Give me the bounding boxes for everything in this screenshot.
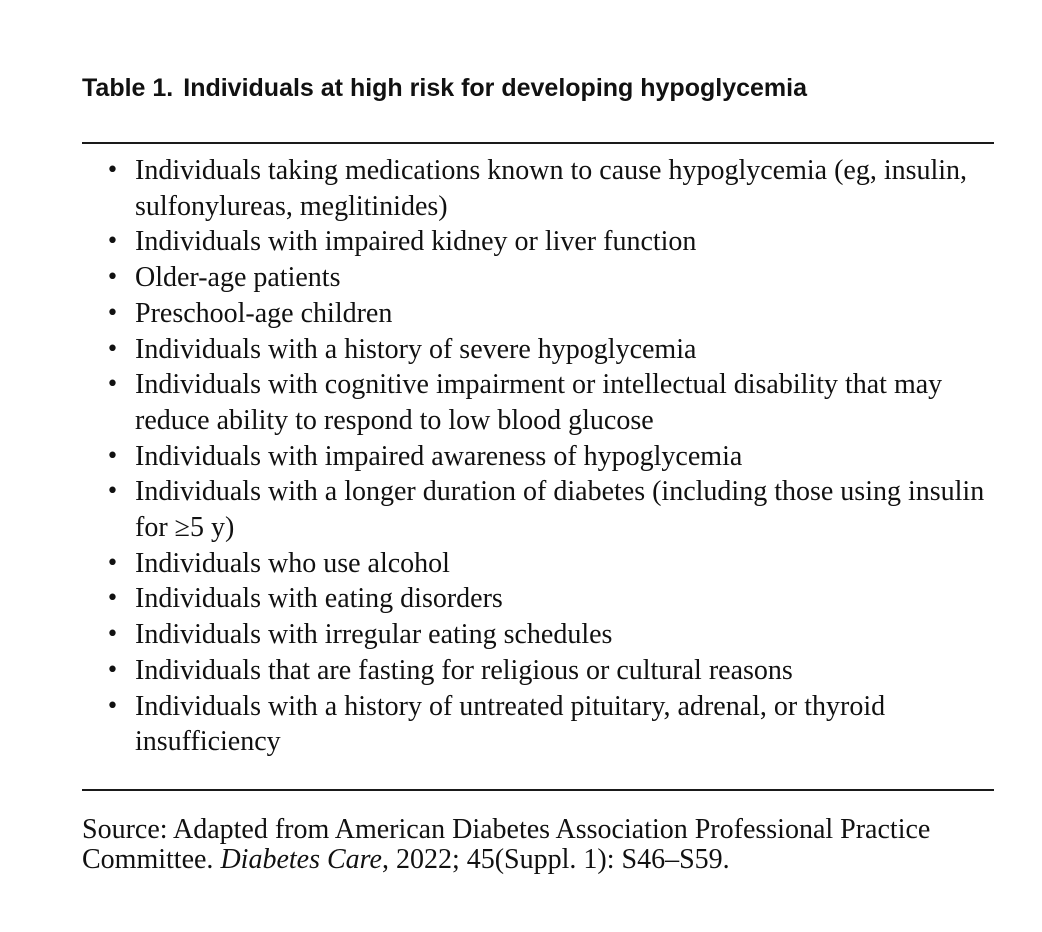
bullet-icon: • (106, 693, 119, 719)
list-item (82, 260, 994, 296)
bullet-icon: • (106, 479, 119, 505)
list-item (82, 332, 994, 368)
bullet-icon: • (106, 372, 119, 398)
bullet-icon: • (106, 550, 119, 576)
bullet-icon: • (106, 657, 119, 683)
list-item (82, 367, 994, 438)
list-item (82, 653, 994, 689)
table-label: Table 1. (82, 74, 174, 102)
list-item-text: Older-age patients (135, 262, 341, 294)
table-title-text: Individuals at high risk for developing hypoglycemia (183, 74, 807, 102)
top-rule (82, 142, 994, 144)
list-item-text: Individuals with a history of severe hypoglycemia (135, 333, 697, 365)
risk-list (82, 153, 994, 760)
bottom-rule (82, 789, 994, 791)
bullet-icon: • (106, 265, 119, 291)
table-title (82, 74, 807, 103)
list-item-text: Individuals who use alcohol (135, 547, 450, 579)
bullet-icon: • (106, 336, 119, 362)
list-item (82, 296, 994, 332)
list-item-text: Individuals with a longer duration of diabetes (including those using insulin for ≥5 y) (135, 476, 985, 544)
bullet-icon: • (106, 229, 119, 255)
list-item-text: Individuals with impaired awareness of hypoglycemia (135, 440, 743, 472)
bullet-icon: • (106, 443, 119, 469)
source-journal: Diabetes Care (220, 844, 382, 875)
list-item (82, 224, 994, 260)
list-item-text: Preschool-age children (135, 297, 393, 329)
list-item-text: Individuals with irregular eating schedules (135, 619, 613, 651)
source-prefix: Source: Adapted from American Diabetes Association Professional Practice Committee. (82, 814, 931, 875)
list-item (82, 689, 994, 760)
bullet-icon: • (106, 300, 119, 326)
list-item-text: Individuals with impaired kidney or liver function (135, 226, 697, 258)
list-item-text: Individuals with a history of untreated pituitary, adrenal, or thyroid insufficiency (135, 690, 886, 758)
bullet-icon: • (106, 622, 119, 648)
list-item-text: Individuals with cognitive impairment or intellectual disability that may reduce ability to respond to low blood glucose (135, 369, 943, 436)
list-item-text: Individuals taking medications known to cause hypoglycemia (eg, insulin, sulfonylureas, meglitinides) (135, 155, 968, 222)
list-item (82, 581, 994, 617)
list-item (82, 439, 994, 475)
source-suffix: , 2022; 45(Suppl. 1): S46–S59. (381, 844, 730, 875)
list-item-text: Individuals with eating disorders (135, 583, 503, 615)
bullet-icon: • (106, 586, 119, 612)
list-item (82, 153, 994, 224)
list-item (82, 474, 994, 545)
list-item-text: Individuals that are fasting for religious or cultural reasons (135, 654, 793, 686)
list-item (82, 617, 994, 653)
list-item (82, 546, 994, 582)
bullet-icon: • (106, 158, 119, 183)
source-note (82, 815, 994, 875)
